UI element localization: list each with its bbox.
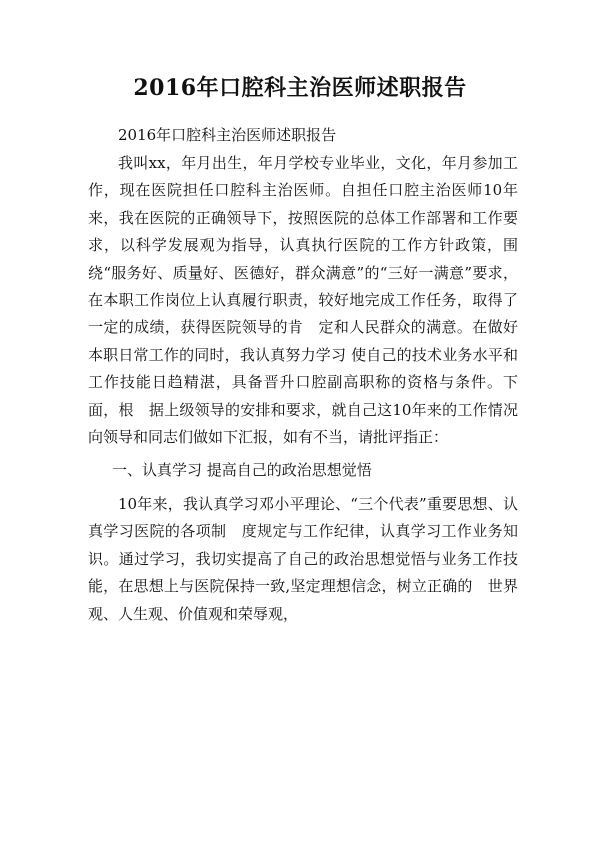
document-title: 2016年口腔科主治医师述职报告 <box>133 75 467 101</box>
paragraph-section-1: 10年来，我认真学习邓小平理论、“三个代表”重要思想、认真学习医院的各项制 度规定与工作纪律，认真学习工作业务知识。通过学习，我切实提高了自己的政治思想觉悟与业务工作技能，在思想上与医院保持一致,坚定理想信念，树立正确的 世界观、人生观、价值观和荣辱观， <box>88 494 518 623</box>
section-heading-1: 一、认真学习 提高自己的政治思想觉悟 <box>112 461 372 480</box>
paragraph-intro: 我叫xx，年月出生，年月学校专业毕业，文化，年月参加工作，现在医院担任口腔科主治医师。自担任口腔主治医师10年来，我在医院的正确领导下，按照医院的总体工作部署和工作要求，以科学发展观为指导，认真执行医院的工作方针政策，围 绕“服务好、质量好、医德好，群众满意”的“三好一满意”要求，在本职工作岗位上认真履行职责，较好地完成工作任务，取得了一定的成绩，获得医院领导的肯 定和人民群众的满意。在做好本职日常工作的同时，我认真努力学习 使自己的技术业务水平和工作技能日趋精湛，具备晋升口腔副高职称的资格与条件。下面，根 据上级领导的安排和要求，就自己这10年来的工作情况向领导和同志们做如下汇报，如有不当，请批评指正： <box>88 154 534 447</box>
document-subtitle: 2016年口腔科主治医师述职报告 <box>118 126 337 144</box>
document-body <box>88 150 534 628</box>
